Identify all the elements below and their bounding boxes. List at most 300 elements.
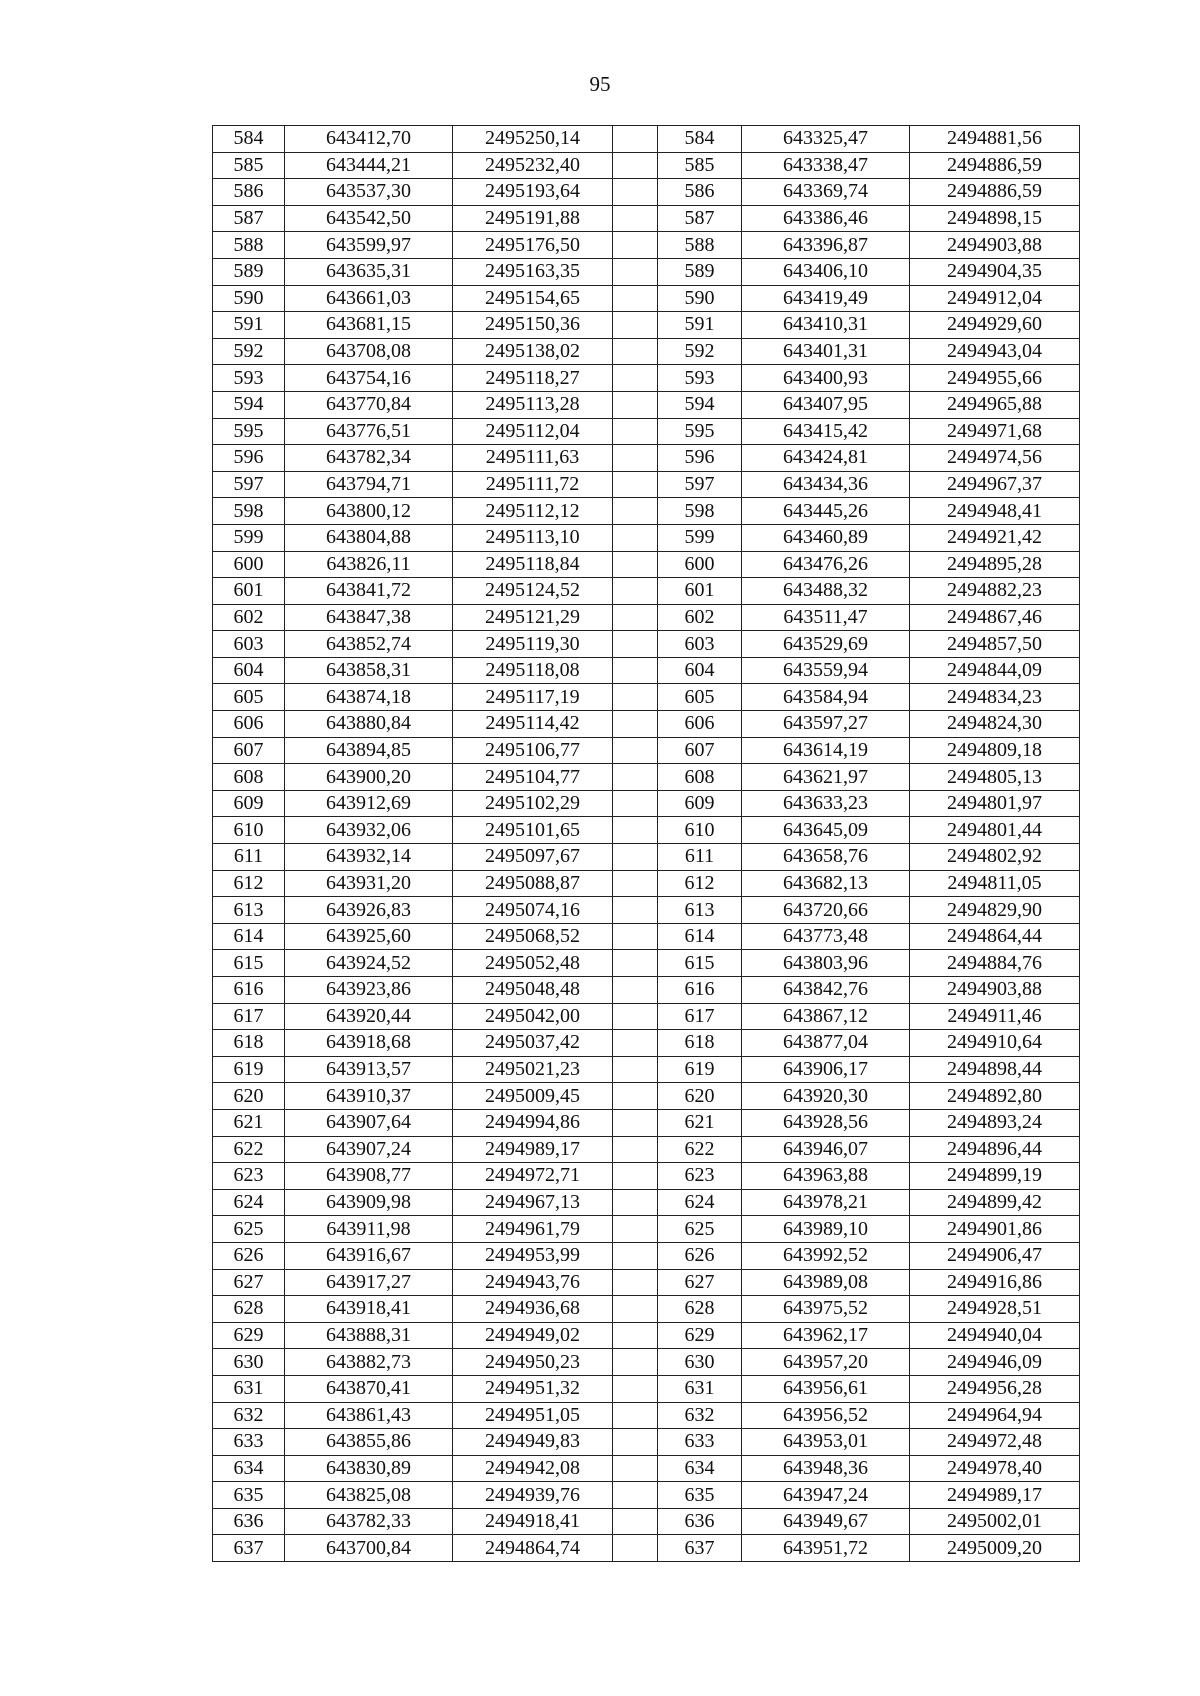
- table-cell: 2495037,42: [453, 1030, 613, 1057]
- table-cell: 2494967,37: [910, 471, 1080, 498]
- table-cell: [613, 897, 658, 924]
- table-cell: 643989,08: [742, 1269, 910, 1296]
- table-cell: [613, 551, 658, 578]
- table-cell: 643946,07: [742, 1136, 910, 1163]
- table-cell: 643407,95: [742, 391, 910, 418]
- table-cell: 623: [658, 1163, 742, 1190]
- table-cell: [613, 312, 658, 339]
- table-row: [213, 923, 1080, 950]
- table-cell: 594: [658, 391, 742, 418]
- table-cell: 2494802,92: [910, 844, 1080, 871]
- table-cell: [613, 258, 658, 285]
- table-row: [213, 1322, 1080, 1349]
- table-cell: 636: [658, 1508, 742, 1535]
- table-cell: 591: [213, 312, 285, 339]
- table-cell: 643925,60: [285, 923, 453, 950]
- table-cell: 601: [213, 578, 285, 605]
- table-cell: 598: [658, 498, 742, 525]
- table-cell: 2494867,46: [910, 604, 1080, 631]
- table-cell: [613, 524, 658, 551]
- table-row: [213, 498, 1080, 525]
- table-cell: [613, 1189, 658, 1216]
- table-cell: 622: [213, 1136, 285, 1163]
- table-cell: 643559,94: [742, 657, 910, 684]
- table-cell: 643989,10: [742, 1216, 910, 1243]
- table-cell: 643773,48: [742, 923, 910, 950]
- table-cell: 643957,20: [742, 1349, 910, 1376]
- table-cell: [613, 1482, 658, 1509]
- table-cell: 643908,77: [285, 1163, 453, 1190]
- table-cell: 643877,04: [742, 1030, 910, 1057]
- table-cell: 585: [658, 152, 742, 179]
- table-cell: 2494948,41: [910, 498, 1080, 525]
- table-cell: 2494942,08: [453, 1455, 613, 1482]
- table-cell: 643770,84: [285, 391, 453, 418]
- table-cell: 2495124,52: [453, 578, 613, 605]
- table-row: [213, 684, 1080, 711]
- table-cell: 643682,13: [742, 870, 910, 897]
- table-cell: [613, 1056, 658, 1083]
- table-row: [213, 365, 1080, 392]
- table-cell: [613, 844, 658, 871]
- table-cell: 619: [213, 1056, 285, 1083]
- table-cell: 643949,67: [742, 1508, 910, 1535]
- table-cell: 630: [213, 1349, 285, 1376]
- table-cell: 643841,72: [285, 578, 453, 605]
- table-cell: 625: [213, 1216, 285, 1243]
- table-row: [213, 391, 1080, 418]
- table-cell: 596: [213, 445, 285, 472]
- table-row: [213, 1163, 1080, 1190]
- table-cell: 643325,47: [742, 126, 910, 153]
- table-cell: 2494809,18: [910, 737, 1080, 764]
- table-cell: 2494928,51: [910, 1296, 1080, 1323]
- table-cell: 643412,70: [285, 126, 453, 153]
- table-cell: 636: [213, 1508, 285, 1535]
- table-row: [213, 737, 1080, 764]
- table-row: [213, 1455, 1080, 1482]
- table-cell: 643932,06: [285, 817, 453, 844]
- table-cell: 643511,47: [742, 604, 910, 631]
- table-cell: 643460,89: [742, 524, 910, 551]
- table-cell: 643830,89: [285, 1455, 453, 1482]
- table-cell: 2494950,23: [453, 1349, 613, 1376]
- table-row: [213, 338, 1080, 365]
- table-cell: 637: [213, 1535, 285, 1562]
- table-row: [213, 152, 1080, 179]
- table-cell: 2495163,35: [453, 258, 613, 285]
- table-cell: 643900,20: [285, 764, 453, 791]
- table-cell: 615: [213, 950, 285, 977]
- table-cell: 643975,52: [742, 1296, 910, 1323]
- table-row: [213, 1375, 1080, 1402]
- table-cell: [613, 365, 658, 392]
- table-cell: 643913,57: [285, 1056, 453, 1083]
- table-row: [213, 258, 1080, 285]
- table-cell: 643855,86: [285, 1429, 453, 1456]
- table-cell: 593: [658, 365, 742, 392]
- table-cell: 593: [213, 365, 285, 392]
- table-cell: 643635,31: [285, 258, 453, 285]
- table-cell: 2494964,94: [910, 1402, 1080, 1429]
- table-cell: 627: [658, 1269, 742, 1296]
- table-cell: 633: [213, 1429, 285, 1456]
- table-cell: 2494801,44: [910, 817, 1080, 844]
- table-cell: 624: [658, 1189, 742, 1216]
- table-row: [213, 1429, 1080, 1456]
- table-cell: 643956,52: [742, 1402, 910, 1429]
- table-cell: 643825,08: [285, 1482, 453, 1509]
- table-cell: 2494961,79: [453, 1216, 613, 1243]
- table-cell: 643419,49: [742, 285, 910, 312]
- table-cell: 614: [213, 923, 285, 950]
- table-cell: 643488,32: [742, 578, 910, 605]
- table-cell: 605: [658, 684, 742, 711]
- table-cell: 586: [213, 179, 285, 206]
- table-cell: 2494943,76: [453, 1269, 613, 1296]
- table-cell: 2494892,80: [910, 1083, 1080, 1110]
- table-cell: 643906,17: [742, 1056, 910, 1083]
- table-cell: 2495002,01: [910, 1508, 1080, 1535]
- table-cell: [613, 338, 658, 365]
- table-cell: [613, 657, 658, 684]
- table-cell: [613, 1030, 658, 1057]
- table-cell: 643924,52: [285, 950, 453, 977]
- table-cell: [613, 391, 658, 418]
- table-cell: 643599,97: [285, 232, 453, 259]
- table-cell: [613, 684, 658, 711]
- table-cell: 2494911,46: [910, 1003, 1080, 1030]
- table-cell: 643621,97: [742, 764, 910, 791]
- table-cell: [613, 817, 658, 844]
- table-cell: 585: [213, 152, 285, 179]
- table-cell: 619: [658, 1056, 742, 1083]
- table-row: [213, 1349, 1080, 1376]
- table-cell: 610: [658, 817, 742, 844]
- table-cell: 643803,96: [742, 950, 910, 977]
- table-cell: 643406,10: [742, 258, 910, 285]
- table-cell: 630: [658, 1349, 742, 1376]
- table-cell: 2495119,30: [453, 631, 613, 658]
- table-cell: 595: [658, 418, 742, 445]
- table-cell: 2495074,16: [453, 897, 613, 924]
- table-cell: 643907,24: [285, 1136, 453, 1163]
- table-cell: 2494989,17: [453, 1136, 613, 1163]
- table-cell: 643962,17: [742, 1322, 910, 1349]
- table-cell: 643920,30: [742, 1083, 910, 1110]
- table-cell: 2495113,10: [453, 524, 613, 551]
- table-cell: 2494881,56: [910, 126, 1080, 153]
- table-row: [213, 205, 1080, 232]
- table-cell: [613, 631, 658, 658]
- table-cell: 643708,08: [285, 338, 453, 365]
- table-cell: 2494978,40: [910, 1455, 1080, 1482]
- table-cell: [613, 1322, 658, 1349]
- table-cell: [613, 711, 658, 738]
- table-row: [213, 977, 1080, 1004]
- table-row: [213, 1402, 1080, 1429]
- table-cell: 643926,83: [285, 897, 453, 924]
- table-cell: 2495021,23: [453, 1056, 613, 1083]
- table-cell: 2494901,86: [910, 1216, 1080, 1243]
- table-row: [213, 657, 1080, 684]
- table-cell: [613, 923, 658, 950]
- table-cell: 643909,98: [285, 1189, 453, 1216]
- table-cell: 606: [213, 711, 285, 738]
- table-cell: 643861,43: [285, 1402, 453, 1429]
- table-cell: 2495111,63: [453, 445, 613, 472]
- table-cell: 2494949,83: [453, 1429, 613, 1456]
- table-cell: 643415,42: [742, 418, 910, 445]
- table-cell: 2494864,44: [910, 923, 1080, 950]
- table-row: [213, 179, 1080, 206]
- table-cell: 643874,18: [285, 684, 453, 711]
- table-cell: 611: [658, 844, 742, 871]
- table-cell: 643776,51: [285, 418, 453, 445]
- table-cell: 643847,38: [285, 604, 453, 631]
- table-cell: 2495106,77: [453, 737, 613, 764]
- table-cell: 608: [658, 764, 742, 791]
- table-cell: 2495118,27: [453, 365, 613, 392]
- table-cell: [613, 1429, 658, 1456]
- table-cell: 611: [213, 844, 285, 871]
- table-cell: 2494965,88: [910, 391, 1080, 418]
- table-cell: 2494939,76: [453, 1482, 613, 1509]
- table-cell: 2494801,97: [910, 790, 1080, 817]
- table-cell: [613, 737, 658, 764]
- table-cell: 643928,56: [742, 1109, 910, 1136]
- table-cell: 2495009,45: [453, 1083, 613, 1110]
- table-cell: 2494886,59: [910, 152, 1080, 179]
- table-cell: 613: [213, 897, 285, 924]
- table-row: [213, 1482, 1080, 1509]
- table-cell: [613, 1109, 658, 1136]
- table-cell: 626: [213, 1242, 285, 1269]
- table-cell: 2494916,86: [910, 1269, 1080, 1296]
- table-cell: [613, 418, 658, 445]
- table-cell: 608: [213, 764, 285, 791]
- table-cell: 643804,88: [285, 524, 453, 551]
- table-cell: [613, 764, 658, 791]
- table-cell: 643597,27: [742, 711, 910, 738]
- table-cell: 643932,14: [285, 844, 453, 871]
- table-cell: 2494895,28: [910, 551, 1080, 578]
- table-cell: 643369,74: [742, 179, 910, 206]
- table-cell: 2494906,47: [910, 1242, 1080, 1269]
- table-cell: 637: [658, 1535, 742, 1562]
- table-cell: 2494929,60: [910, 312, 1080, 339]
- table-cell: [613, 1535, 658, 1562]
- table-cell: 643444,21: [285, 152, 453, 179]
- table-cell: 643947,24: [742, 1482, 910, 1509]
- table-cell: 587: [658, 205, 742, 232]
- table-cell: 643826,11: [285, 551, 453, 578]
- table-row: [213, 790, 1080, 817]
- table-cell: 2494882,23: [910, 578, 1080, 605]
- table-cell: 643782,34: [285, 445, 453, 472]
- table-cell: 643633,23: [742, 790, 910, 817]
- table-cell: 622: [658, 1136, 742, 1163]
- table-cell: 2495009,20: [910, 1535, 1080, 1562]
- table-cell: [613, 1083, 658, 1110]
- table-row: [213, 1083, 1080, 1110]
- table-cell: [613, 790, 658, 817]
- table-cell: 2494951,05: [453, 1402, 613, 1429]
- table-cell: [613, 1003, 658, 1030]
- table-cell: 2494886,59: [910, 179, 1080, 206]
- table-cell: 643410,31: [742, 312, 910, 339]
- table-cell: 643912,69: [285, 790, 453, 817]
- table-cell: 614: [658, 923, 742, 950]
- table-row: [213, 524, 1080, 551]
- page-number: 95: [589, 72, 611, 96]
- table-cell: 590: [658, 285, 742, 312]
- table-row: [213, 1242, 1080, 1269]
- table-cell: 631: [658, 1375, 742, 1402]
- table-cell: 607: [658, 737, 742, 764]
- table-cell: 643338,47: [742, 152, 910, 179]
- table-cell: 2495191,88: [453, 205, 613, 232]
- table-cell: [613, 126, 658, 153]
- table-cell: 643782,33: [285, 1508, 453, 1535]
- table-cell: 2494967,13: [453, 1189, 613, 1216]
- table-cell: 2495176,50: [453, 232, 613, 259]
- table-cell: 2495097,67: [453, 844, 613, 871]
- table-cell: [613, 285, 658, 312]
- table-cell: 643918,41: [285, 1296, 453, 1323]
- table-cell: 643923,86: [285, 977, 453, 1004]
- table-cell: 634: [658, 1455, 742, 1482]
- table-cell: 587: [213, 205, 285, 232]
- table-cell: 2494903,88: [910, 232, 1080, 259]
- table-cell: 643917,27: [285, 1269, 453, 1296]
- table-cell: 634: [213, 1455, 285, 1482]
- table-cell: 643992,52: [742, 1242, 910, 1269]
- table-row: [213, 604, 1080, 631]
- table-cell: 625: [658, 1216, 742, 1243]
- table-cell: 643920,44: [285, 1003, 453, 1030]
- table-cell: 588: [658, 232, 742, 259]
- table-row: [213, 897, 1080, 924]
- table-cell: [613, 1508, 658, 1535]
- table-cell: 643794,71: [285, 471, 453, 498]
- table-cell: 612: [658, 870, 742, 897]
- table-cell: 2494971,68: [910, 418, 1080, 445]
- table-cell: 643956,61: [742, 1375, 910, 1402]
- table-cell: 613: [658, 897, 742, 924]
- table-cell: 620: [658, 1083, 742, 1110]
- table-cell: 643888,31: [285, 1322, 453, 1349]
- table-cell: 621: [658, 1109, 742, 1136]
- table-cell: 2494974,56: [910, 445, 1080, 472]
- table-cell: 643754,16: [285, 365, 453, 392]
- table-cell: 602: [658, 604, 742, 631]
- table-cell: 643445,26: [742, 498, 910, 525]
- table-cell: 607: [213, 737, 285, 764]
- table-cell: [613, 445, 658, 472]
- table-cell: 2494896,44: [910, 1136, 1080, 1163]
- coordinates-table-body: [213, 126, 1080, 1562]
- table-row: [213, 1056, 1080, 1083]
- table-cell: 2494898,15: [910, 205, 1080, 232]
- table-cell: 627: [213, 1269, 285, 1296]
- table-cell: 596: [658, 445, 742, 472]
- table-cell: 2495138,02: [453, 338, 613, 365]
- table-cell: 643852,74: [285, 631, 453, 658]
- table-cell: 2494899,42: [910, 1189, 1080, 1216]
- table-cell: [613, 578, 658, 605]
- table-cell: 2494956,28: [910, 1375, 1080, 1402]
- table-cell: 629: [658, 1322, 742, 1349]
- table-cell: [613, 179, 658, 206]
- table-cell: 2495104,77: [453, 764, 613, 791]
- table-cell: 2494943,04: [910, 338, 1080, 365]
- table-cell: 2495111,72: [453, 471, 613, 498]
- table-cell: 2494955,66: [910, 365, 1080, 392]
- table-cell: 598: [213, 498, 285, 525]
- table-cell: 643658,76: [742, 844, 910, 871]
- table-cell: 599: [658, 524, 742, 551]
- table-cell: 602: [213, 604, 285, 631]
- table-cell: 643931,20: [285, 870, 453, 897]
- table-cell: 2494936,68: [453, 1296, 613, 1323]
- table-row: [213, 950, 1080, 977]
- table-cell: 629: [213, 1322, 285, 1349]
- table-cell: 591: [658, 312, 742, 339]
- table-cell: 643529,69: [742, 631, 910, 658]
- table-cell: [613, 870, 658, 897]
- table-cell: 643867,12: [742, 1003, 910, 1030]
- table-cell: 604: [658, 657, 742, 684]
- table-cell: 643894,85: [285, 737, 453, 764]
- table-cell: 2494834,23: [910, 684, 1080, 711]
- table-row: [213, 578, 1080, 605]
- table-cell: [613, 604, 658, 631]
- table-cell: 2495112,04: [453, 418, 613, 445]
- table-cell: 2495193,64: [453, 179, 613, 206]
- table-cell: 2494989,17: [910, 1482, 1080, 1509]
- table-cell: 2494899,19: [910, 1163, 1080, 1190]
- table-cell: 2494811,05: [910, 870, 1080, 897]
- table-cell: 609: [213, 790, 285, 817]
- table-cell: 590: [213, 285, 285, 312]
- table-row: [213, 631, 1080, 658]
- table-cell: 2495154,65: [453, 285, 613, 312]
- table-cell: 643916,67: [285, 1242, 453, 1269]
- table-cell: 618: [658, 1030, 742, 1057]
- table-cell: 618: [213, 1030, 285, 1057]
- table-cell: [613, 1269, 658, 1296]
- table-row: [213, 1136, 1080, 1163]
- table-cell: 2494829,90: [910, 897, 1080, 924]
- table-cell: 2494844,09: [910, 657, 1080, 684]
- table-cell: 2494951,32: [453, 1375, 613, 1402]
- table-cell: 643870,41: [285, 1375, 453, 1402]
- table-cell: [613, 1349, 658, 1376]
- table-cell: 643963,88: [742, 1163, 910, 1190]
- table-cell: 595: [213, 418, 285, 445]
- table-cell: 631: [213, 1375, 285, 1402]
- table-cell: 2494903,88: [910, 977, 1080, 1004]
- table-cell: 643614,19: [742, 737, 910, 764]
- table-cell: 2495250,14: [453, 126, 613, 153]
- table-cell: 2494994,86: [453, 1109, 613, 1136]
- table-cell: 2494898,44: [910, 1056, 1080, 1083]
- table-cell: 597: [213, 471, 285, 498]
- table-cell: 2495117,19: [453, 684, 613, 711]
- table-cell: 2494912,04: [910, 285, 1080, 312]
- table-cell: 643800,12: [285, 498, 453, 525]
